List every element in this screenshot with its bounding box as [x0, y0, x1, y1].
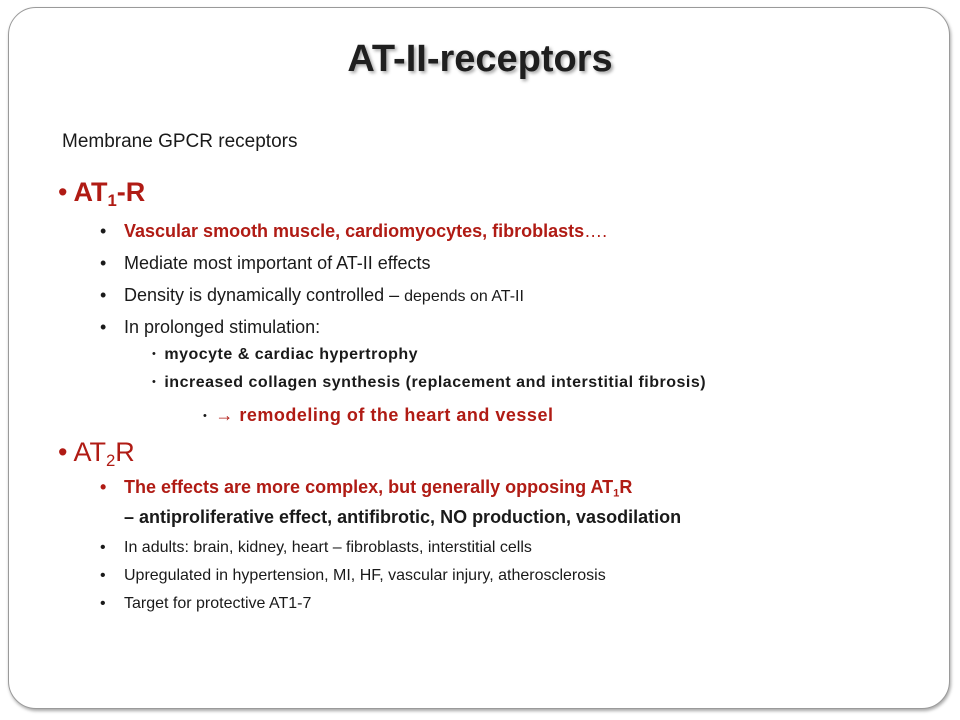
bullet: •	[100, 285, 107, 305]
bullet: •	[58, 437, 68, 467]
bullet: •	[100, 539, 106, 556]
at2-item-2	[100, 539, 532, 557]
subtitle: Membrane GPCR receptors	[62, 131, 298, 152]
at1-subitem-2	[152, 374, 706, 392]
at1-item-3-text: Density is dynamically controlled –	[124, 285, 405, 305]
at2-item-1-sub: 1	[613, 487, 620, 500]
at2-item-4-text: Target for protective AT1-7	[124, 595, 312, 612]
at2-item-3	[100, 567, 606, 585]
at2-item-2-text: In adults: brain, kidney, heart – fibroblasts, interstitial cells	[124, 539, 532, 556]
bullet: •	[100, 477, 107, 497]
bullet: •	[152, 348, 157, 360]
bullet: •	[100, 221, 107, 241]
at1-subitem-1	[152, 346, 418, 364]
at2-item-1-text-b: R	[619, 477, 633, 497]
at1-subitem-2-text: increased collagen synthesis (replacement and interstitial fibrosis)	[164, 374, 707, 391]
bullet: •	[203, 410, 208, 422]
at2-item-4	[100, 595, 311, 613]
at1-item-1-ellipsis: ….	[584, 221, 608, 241]
at2-label-suffix: R	[115, 437, 135, 467]
at1-subitem-3	[203, 405, 553, 426]
bullet: •	[100, 253, 107, 273]
bullet: •	[152, 376, 157, 388]
slide-title: AT-II-receptors	[347, 38, 613, 80]
arrow-icon: →	[215, 405, 234, 425]
at2-item-1	[100, 477, 632, 498]
bullet: •	[100, 595, 106, 612]
at1-item-4-text: In prolonged stimulation:	[124, 317, 321, 337]
at2-item-1-continuation: – antiproliferative effect, antifibrotic, NO production, vasodilation	[124, 507, 682, 527]
at1-item-1	[100, 221, 607, 242]
at1-item-4	[100, 317, 320, 338]
at1-item-3	[100, 285, 524, 306]
at2-item-3-text: Upregulated in hypertension, MI, HF, vascular injury, atherosclerosis	[124, 567, 606, 584]
at2-item-1-text-a: The effects are more complex, but generally opposing AT	[124, 477, 614, 497]
at2-label-main: AT	[73, 437, 106, 467]
at1-item-3-tail: depends on AT-II	[404, 288, 524, 305]
at1-label-main: AT	[73, 177, 108, 207]
at1-label-sub: 1	[107, 191, 117, 211]
bullet: •	[100, 567, 106, 584]
at1-label-suffix: -R	[116, 177, 146, 207]
at1-item-2	[100, 253, 430, 274]
at2-heading	[58, 437, 135, 471]
at1-subitem-3-text: remodeling of the heart and vessel	[239, 405, 554, 425]
at1-heading	[58, 177, 146, 211]
at1-item-2-text: Mediate most important of AT-II effects	[124, 253, 431, 273]
at1-subitem-1-text: myocyte & cardiac hypertrophy	[164, 346, 419, 363]
bullet: •	[100, 317, 107, 337]
bullet: •	[58, 177, 68, 207]
at2-label-sub: 2	[105, 451, 116, 471]
at1-item-1-text: Vascular smooth muscle, cardiomyocytes, fibroblasts	[124, 221, 585, 241]
